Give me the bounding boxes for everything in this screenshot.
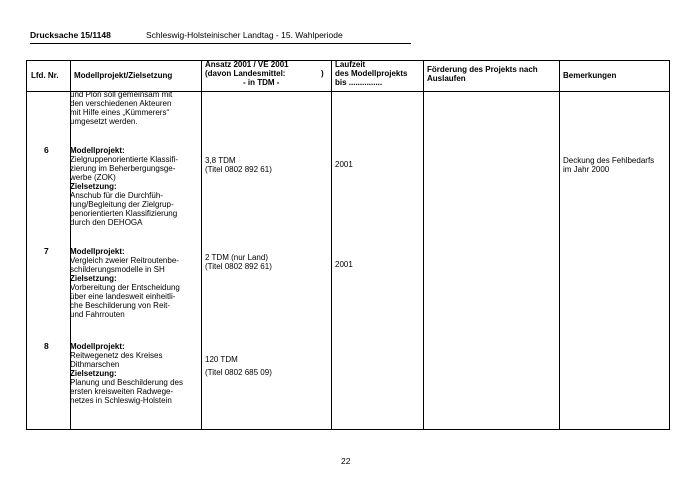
parliament-title: Schleswig-Holsteinischer Landtag - 15. Wahlperiode bbox=[146, 30, 343, 40]
budget-title: (Titel 0802 685 09) bbox=[205, 368, 272, 377]
column-header-laufzeit-line2: des Modellprojekts bbox=[335, 69, 408, 78]
goal-line: über eine landesweit einheitli- bbox=[70, 292, 176, 301]
goal-label: Zielsetzung: bbox=[70, 182, 117, 191]
column-header-ansatz-line2: (davon Landesmittel: bbox=[205, 69, 286, 78]
goal-line: netzes in Schleswig-Holstein bbox=[70, 396, 172, 405]
goal-label: Zielsetzung: bbox=[70, 274, 117, 283]
budget-amount: 2 TDM (nur Land) bbox=[205, 253, 268, 262]
column-header-bemerkungen: Bemerkungen bbox=[563, 71, 617, 80]
goal-line: durch den DEHOGA bbox=[70, 218, 143, 227]
project-table bbox=[26, 60, 670, 430]
goal-line: Vorbereitung der Entscheidung bbox=[70, 283, 180, 292]
continuation-line: und Plön soll gemeinsam mit bbox=[70, 90, 173, 99]
remark-line: Deckung des Fehlbedarfs bbox=[563, 156, 655, 165]
column-divider bbox=[559, 61, 560, 429]
duration-cell: 2001 bbox=[335, 260, 353, 269]
goal-line: che Beschilderung von Reit- bbox=[70, 301, 171, 310]
goal-line: Planung und Beschilderung des bbox=[70, 378, 183, 387]
column-header-laufzeit-line3: bis ............... bbox=[335, 78, 383, 87]
project-line: Zielgruppenorientierte Klassifi- bbox=[70, 155, 179, 164]
project-label: Modellprojekt: bbox=[70, 342, 125, 351]
column-header-lfd-nr: Lfd. Nr. bbox=[31, 71, 59, 80]
goal-line: ersten kreisweiten Radwege- bbox=[70, 387, 174, 396]
duration-cell: 2001 bbox=[335, 160, 353, 169]
column-divider bbox=[331, 61, 332, 429]
goal-label: Zielsetzung: bbox=[70, 369, 117, 378]
project-label: Modellprojekt: bbox=[70, 146, 125, 155]
goal-line: Anschub für die Durchfüh- bbox=[70, 191, 163, 200]
column-header-ansatz-line1: Ansatz 2001 / VE 2001 bbox=[205, 60, 289, 69]
project-line: Vergleich zweier Reitroutenbe- bbox=[70, 256, 179, 265]
column-header-laufzeit-line1: Laufzeit bbox=[335, 60, 366, 69]
continuation-line: mit Hilfe eines „Kümmerers“ bbox=[70, 108, 170, 117]
budget-title: (Titel 0802 892 61) bbox=[205, 262, 272, 271]
budget-amount: 3,8 TDM bbox=[205, 156, 236, 165]
column-divider bbox=[423, 61, 424, 429]
goal-line: penorientierten Klassifizierung bbox=[70, 209, 178, 218]
column-divider bbox=[201, 61, 202, 429]
remark-line: im Jahr 2000 bbox=[563, 165, 610, 174]
row-number: 6 bbox=[44, 145, 49, 155]
column-header-foerderung-line2: Auslaufen bbox=[427, 74, 466, 83]
project-line: Dithmarschen bbox=[70, 360, 120, 369]
project-label: Modellprojekt: bbox=[70, 247, 125, 256]
project-description bbox=[70, 342, 183, 405]
project-line: werbe (ZOK) bbox=[70, 173, 116, 182]
budget-amount: 120 TDM bbox=[205, 355, 238, 364]
continuation-text bbox=[70, 90, 172, 126]
document-number: Drucksache 15/1148 bbox=[30, 30, 111, 40]
project-line: Reitwegenetz des Kreises bbox=[70, 351, 163, 360]
continuation-line: den verschiedenen Akteuren bbox=[70, 99, 172, 108]
project-description bbox=[70, 146, 178, 227]
goal-line: und Fahrrouten bbox=[70, 310, 125, 319]
row-number: 8 bbox=[44, 341, 49, 351]
column-header-foerderung-line1: Förderung des Projekts nach bbox=[427, 65, 538, 74]
budget-cell bbox=[205, 355, 272, 377]
goal-line: rung/Begleitung der Zielgrup- bbox=[70, 200, 174, 209]
column-header-ansatz-paren: ) bbox=[321, 69, 324, 78]
column-header-ansatz-line3: - in TDM - bbox=[243, 78, 280, 87]
row-number: 7 bbox=[44, 246, 49, 256]
page-number: 22 bbox=[341, 456, 351, 466]
budget-cell bbox=[205, 253, 272, 271]
budget-title: (Titel 0802 892 61) bbox=[205, 165, 272, 174]
column-header-projekt: Modellprojekt/Zielsetzung bbox=[74, 71, 173, 80]
budget-cell bbox=[205, 156, 272, 174]
project-line: schilderungsmodelle in SH bbox=[70, 265, 165, 274]
remarks-cell bbox=[563, 156, 654, 174]
header-rule bbox=[30, 43, 411, 44]
project-line: zierung im Beherbergungsge- bbox=[70, 164, 176, 173]
project-description bbox=[70, 247, 180, 319]
continuation-line: umgesetzt werden. bbox=[70, 117, 138, 126]
